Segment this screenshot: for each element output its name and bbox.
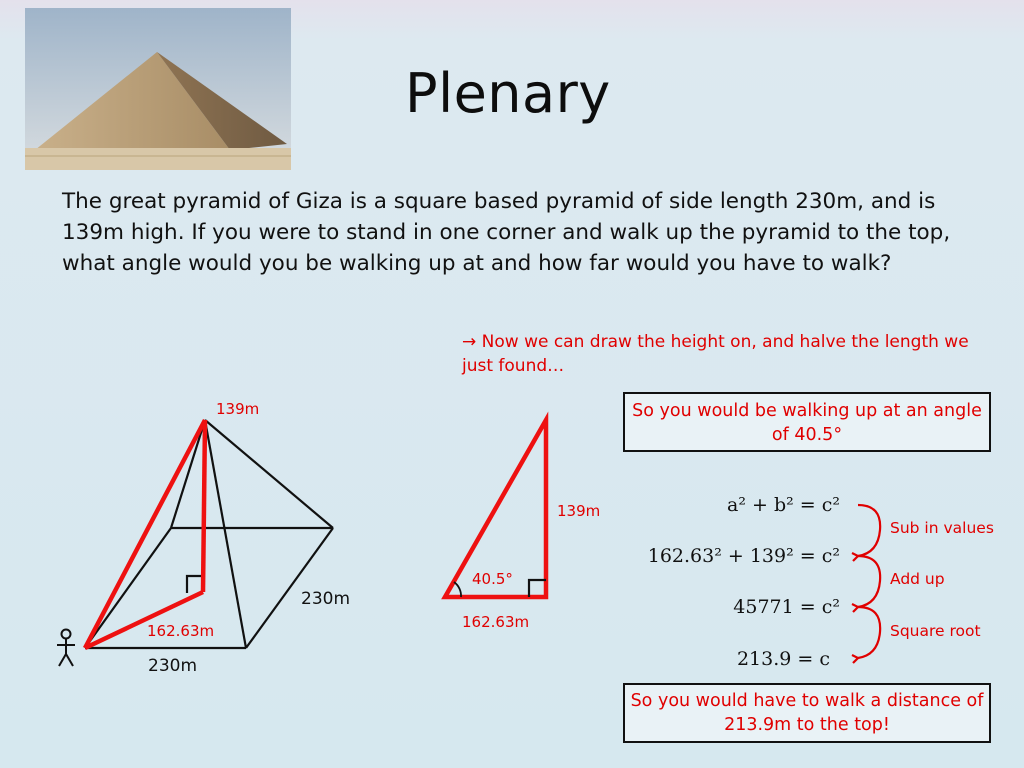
equation-substituted: 162.63² + 139² = c² [647,545,840,567]
pyramid-side-bottom-label: 230m [148,656,198,676]
step-arrows [852,505,880,663]
distance-answer-box: So you would have to walk a distance of 213.9m to the top! [623,683,991,743]
step-add-up: Add up [890,570,945,588]
question-text: The great pyramid of Giza is a square based pyramid of side length 230m, and is 139m high. If you were to stand in one corner and walk up the pyramid to the top, what angle would you be walking up at and how far would you have to walk? [62,189,951,276]
equation-pythagoras: a² + b² = c² [727,494,840,516]
angle-answer-box: So you would be walking up at an angle of 40.5° [623,392,991,452]
step-square-root: Square root [890,622,981,640]
pyramid-side-right-label: 230m [301,589,351,609]
note-text: → Now we can draw the height on, and halve the length we just found… [462,332,969,376]
pyramid-half-diagonal-label: 162.63m [147,622,215,640]
triangle-base-label: 162.63m [462,613,530,631]
equation-result: 213.9 = c [736,648,830,670]
step-sub-in-values: Sub in values [890,519,994,537]
pyramid-height-label: 139m [216,400,260,418]
equation-added: 45771 = c² [733,596,840,618]
person-icon [57,630,75,667]
triangle-angle-label: 40.5° [472,570,513,588]
page-title: Plenary [405,62,611,125]
pyramid-red-triangle [85,420,205,648]
triangle-height-label: 139m [557,502,601,520]
pyramid-diagram [85,420,333,648]
